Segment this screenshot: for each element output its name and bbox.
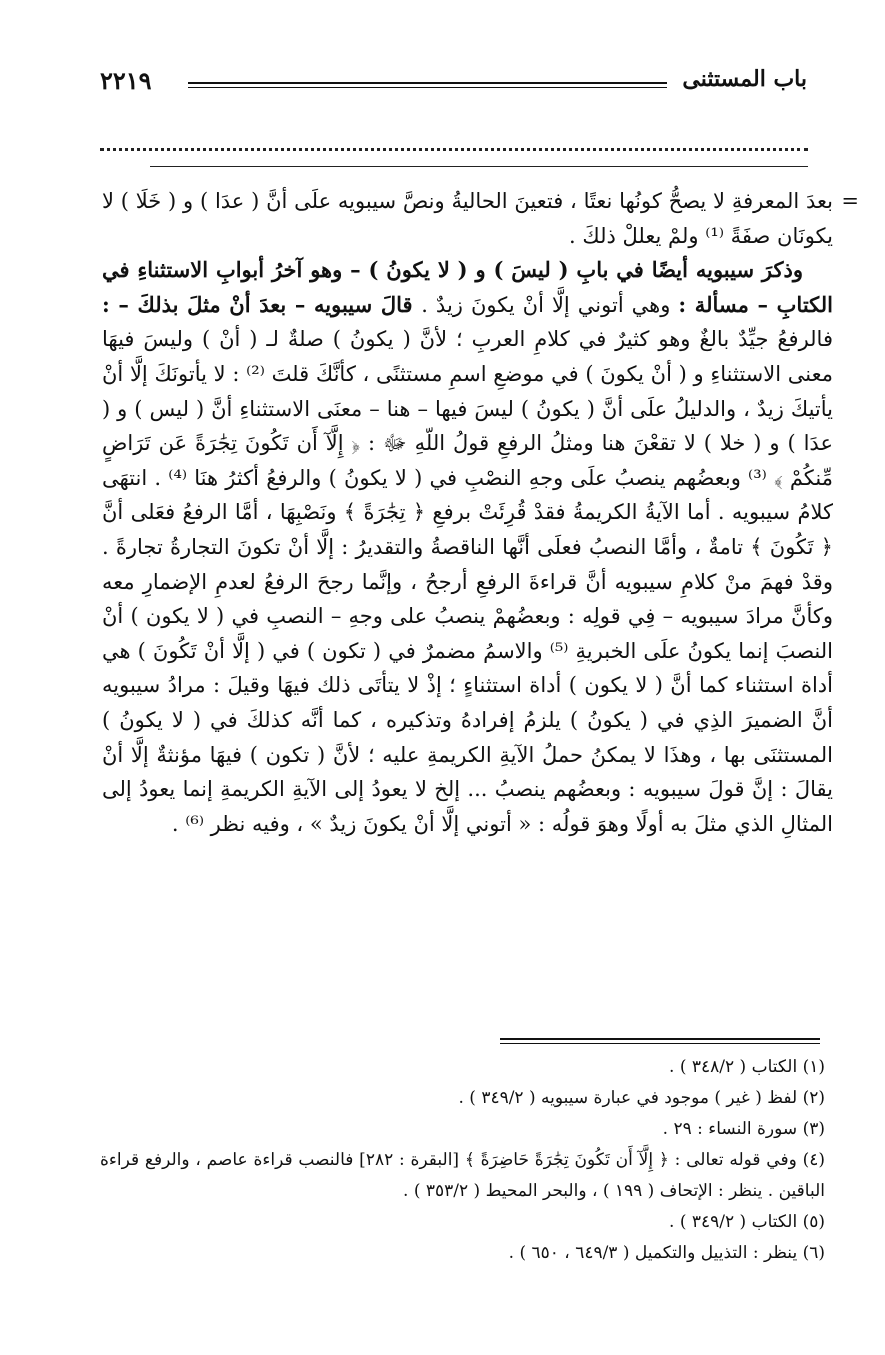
- paragraph-2: [102, 253, 833, 841]
- separator-rule: [150, 166, 808, 167]
- text-run-1: وهي أتوني إلَّا أنْ يكونَ زيدٌ .: [421, 292, 679, 317]
- page-number: ٢٢١٩: [100, 66, 152, 95]
- text-run-2: فالرفعُ جيِّدٌ بالغٌ وهو كثيرٌ في كلامِ العربِ ؛ لأنَّ ( يكونُ ) صلةٌ لـ ( أنْ ) وليسَ فيهَا معنى الاستثناءِ و ( أنْ يكونَ ) في موضعِ اسمِ مستثنًى ، كأنَّكَ قلتَ ⁽²⁾ : لا يأتونَكَ إلَّا أنْ يأتيكَ زيدٌ ، والدليلُ علَى أنَّ ( يكونُ ) ليسَ فيها – هنا – معنَى الاستثناءِ أنَّ ( ليس ) و ( عدَا ) و ( خلا ) لا تقعْنَ هنا ومثلُ الرفعِ قولُ اللّهِ ﷻ : ﴿ إِلَّآ أَن تَكُونَ تِجَٰرَةً عَن تَرَاضٍ مِّنكُمْ ﴾ ⁽³⁾ وبعضُهم ينصبُ علَى وجهِ النصْبِ في ( لا يكونُ ) والرفعُ أكثرُ هنَا ⁽⁴⁾ . انتهَى كلامُ سيبويه . أما الآيةُ الكريمةُ فقدْ قُرِئَتْ برفعِ ﴿ تِجَٰرَةً ﴾ ونَصْبِهَا ، أمَّا الرفعُ فعَلى أنَّ ﴿ تَكُونَ ﴾ تامةٌ ، وأمَّا النصبُ فعلَى أنَّها الناقصةُ والتقديرُ : إلَّا أنْ تكونَ التجارةُ تجارةً . وقدْ فهمَ منْ كلامِ سيبويه أنَّ قراءةَ الرفعِ أرجحُ ، وإنَّما رجحَ الرفعُ لعدمِ الإضمارِ معه وكأنَّ مرادَ سيبويه – فِي قولِه : وبعضُهمْ ينصبُ على وجهِ – النصبِ في ( لا يكون ) أنْ النصبَ إنما يكونُ علَى الخبريةِ ⁽⁵⁾ والاسمُ مضمرٌ في ( تكون ) في ( إلَّا أنْ تَكُونَ ) هي أداة استثناء كما أنَّ ( لا يكون ) أداة استثناءٍ ؛ إذْ لا يتأتَى ذلك فيهَا وقيلَ : مرادُ سيبويه أنَّ الضميرَ الذِي في ( يكونُ ) يلزمُ إفرادهُ وتذكيره ، كما أنَّه كذلكَ في ( لا يكونُ ) المستثنَى بها ، وهذَا لا يمكنُ حملُ الآيةِ الكريمةِ عليه ؛ لأنَّ ( تكون ) فيهَا مؤنثةٌ إلَّا أنْ يقالَ : إنَّ قولَ سيبويه : وبعضُهم ينصبُ ... إلخ لا يعودُ إلى الآيةِ الكريمةِ إنما يعودُ إلى المثالِ الذي مثلَ به أولًا وهوَ قولُه : « أتوني إلَّا أنْ يكونَ زيدٌ » ، وفيه نظر ⁽⁶⁾ .: [102, 327, 834, 836]
- footnote: (٤) وفي قوله تعالى : ﴿ إِلَّآ أَن تَكُونَ تِجَٰرَةً حَاضِرَةً ﴾ [البقرة : ٢٨٢] فالنصب قراءة عاصم ، والرفع قراءة الباقين . ينظر : الإتحاف ( ١٩٩ ) ، والبحر المحيط ( ٣٥٣/٢ ) .: [100, 1150, 825, 1201]
- footnote: (١) الكتاب ( ٣٤٨/٢ ) .: [669, 1057, 825, 1077]
- page-header: [100, 66, 807, 102]
- running-title: باب المستثنى: [682, 66, 807, 92]
- footnote: (٣) سورة النساء : ٢٩ .: [662, 1119, 825, 1139]
- paragraph-1: بعدَ المعرفةِ لا يصحُّ كونُها نعتًا ، فتعينَ الحاليةُ ونصَّ سيبويه علَى أنَّ ( عدَا ) و ( خَلَا ) لا يكونَان صفَةً ⁽¹⁾ ولمْ يعللْ ذلكَ .: [102, 189, 833, 248]
- main-text: [102, 184, 859, 841]
- footnote: (٦) ينظر : التذييل والتكميل ( ٦٤٩/٣ ، ٦٥٠ ) .: [508, 1243, 825, 1263]
- bold-phrase-2: قالَ سيبويه – بعدَ أنْ مثلَ بذلكَ – :: [102, 291, 422, 317]
- footnotes: [100, 1052, 825, 1269]
- footnote: (٥) الكتاب ( ٣٤٩/٢ ) .: [669, 1212, 825, 1232]
- footnote-rule: [500, 1038, 820, 1044]
- bold-phrase-1: وذكرَ سيبويه أيضًا في بابِ ( ليسَ ) و ( لا يكونُ ) – وهو آخرُ أبوابِ الاستثناءِ في الكتابِ – مسألة :: [102, 257, 833, 317]
- continuation-mark: =: [841, 189, 859, 213]
- footnote: (٢) لفظ ( غير ) موجود في عبارة سيبويه ( ٣٤٩/٢ ) .: [458, 1088, 825, 1108]
- header-rule: [188, 82, 667, 88]
- dotted-separator: [100, 136, 808, 151]
